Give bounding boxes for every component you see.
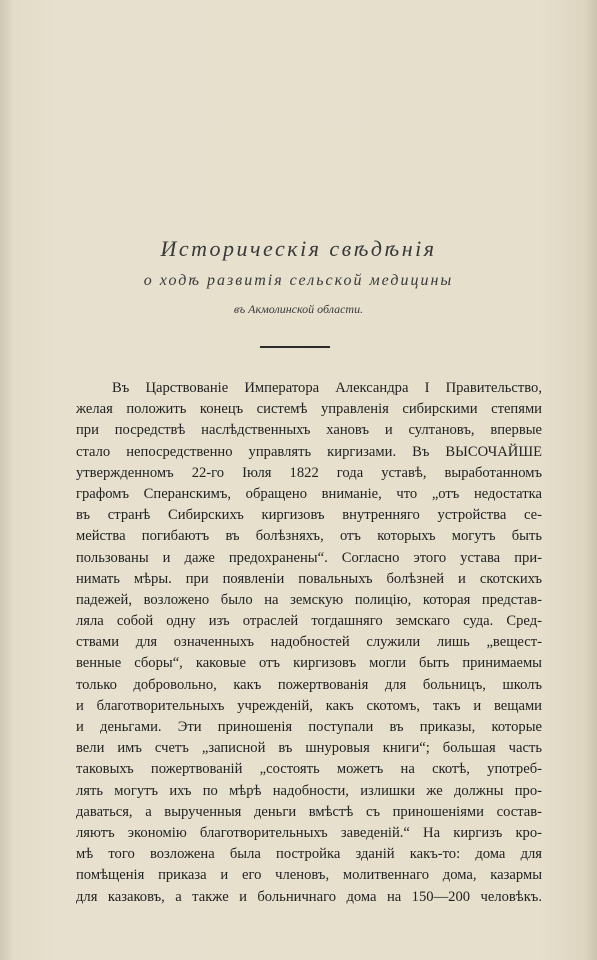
text-line: таковыхъ пожертвованiй „состоять можетъ на скотѣ, употреб-: [76, 761, 542, 778]
text-line: вели имъ счетъ „записной въ шнуровыя книги“; большая часть: [76, 740, 542, 757]
text-line: помѣщенiя приказа и его членовъ, молитвеннаго дома, казармы: [76, 867, 542, 884]
text-line: Въ Царствованiе Императора Александра I Правительство,: [112, 380, 542, 396]
text-line: ляла собой одну изъ отраслей тогдашняго земскаго суда. Сред-: [76, 613, 542, 630]
text-line: утвержденномъ 22-го Iюля 1822 года уставѣ, выработанномъ: [76, 464, 542, 481]
text-line: мейства погибаютъ въ болѣзняхъ, отъ которыхъ могутъ быть: [76, 528, 542, 545]
text-line: стало непосредственно управлять киргизами. Въ ВЫСОЧАЙШЕ: [76, 443, 542, 460]
text-line: лять могутъ ихъ по мѣрѣ надобности, излишки же должны про-: [76, 782, 542, 799]
text-line: нимать мѣры. при появленiи повальныхъ болѣзней и скотскихъ: [76, 570, 542, 587]
text-line: для казаковъ, а также и больничнаго дома на 150—200 человѣкъ.: [76, 888, 542, 905]
text-line: ствами для означенныхъ надобностей служили лишь „вещест-: [76, 634, 542, 651]
text-line: венные сборы“, каковые отъ киргизовъ могли быть принимаемы: [76, 655, 542, 672]
text-line: падежей, возложено было на земскую полицiю, которая представ-: [76, 591, 542, 608]
text-line: графомъ Сперанскимъ, обращено вниманiе, что „отъ недостатка: [76, 485, 542, 502]
page-title: Историческiя свѣдѣнiя: [160, 236, 437, 261]
region-caption: въ Акмолинской области.: [233, 302, 364, 316]
text-line: и деньгами. Эти приношенiя поступали въ приказы, которые: [76, 719, 542, 735]
decorative-rule: [260, 346, 330, 348]
body-text: [76, 378, 542, 908]
text-line: даваться, а вырученныя деньги вмѣстѣ съ приношенiями состав-: [76, 803, 542, 820]
page-subtitle: о ходѣ развитiя сельской медицины: [143, 272, 454, 289]
text-line: при посредствѣ наслѣдственныхъ хановъ и султановъ, впервые: [76, 422, 542, 439]
text-line: мѣ того возложена была постройка зданiй какъ-то: дома для: [76, 846, 542, 863]
text-line: только добровольно, какъ пожертвованiя для больницъ, школъ: [76, 676, 542, 693]
text-line: ляютъ экономiю благотворительныхъ заведенiй.“ На киргизъ кро-: [76, 824, 542, 841]
text-line: желая положить конецъ системѣ управленiя сибирскими степями: [76, 401, 542, 418]
text-line: пользованы и даже предохранены“. Согласно этого устава при-: [76, 549, 542, 566]
text-line: и благотворительныхъ учрежденiй, какъ скотомъ, такъ и вещами: [76, 697, 542, 714]
text-line: въ странѣ Сибирскихъ киргизовъ внутренняго устройства се-: [76, 507, 542, 524]
